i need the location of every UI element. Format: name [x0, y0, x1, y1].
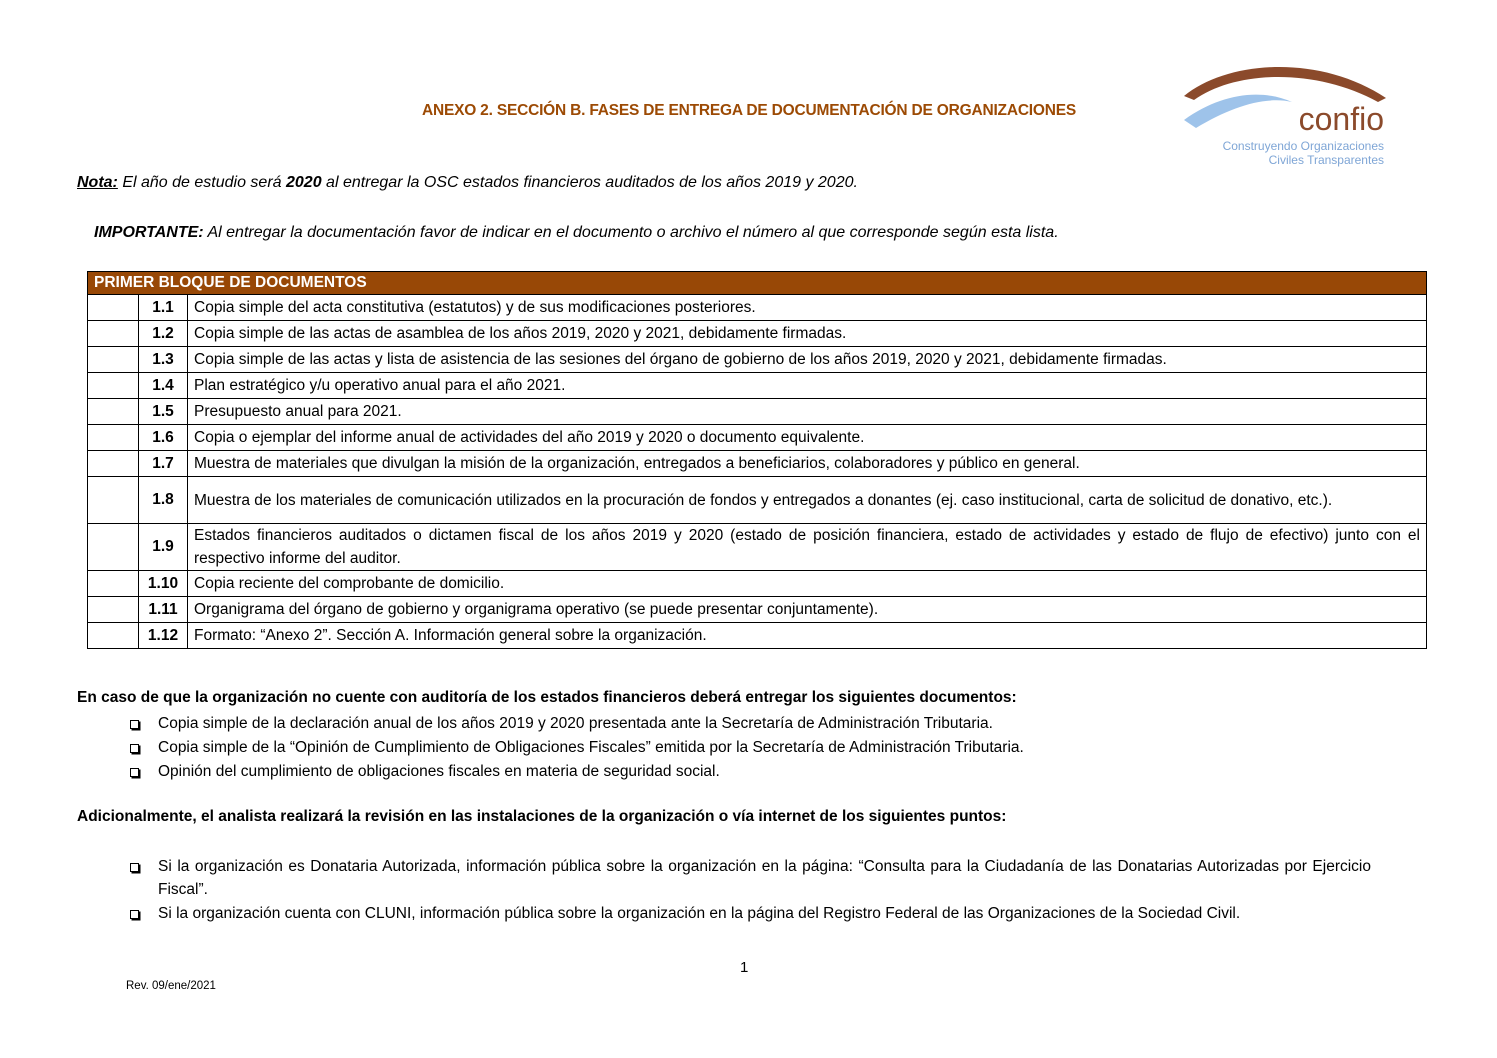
note-year: 2020 [286, 174, 322, 191]
page-title: ANEXO 2. SECCIÓN B. FASES DE ENTREGA DE DOCUMENTACIÓN DE ORGANIZACIONES [421, 102, 1077, 119]
table-row [88, 477, 1427, 524]
row-description: Presupuesto anual para 2021. [188, 399, 1427, 425]
important-paragraph [94, 224, 1059, 242]
table-row [88, 597, 1427, 623]
row-number: 1.11 [139, 597, 188, 623]
row-number: 1.1 [139, 295, 188, 321]
square-bullet-icon [130, 720, 139, 729]
list-item-text: Copia simple de la declaración anual de los años 2019 y 2020 presentada ante la Secretaría de Administración Tributaria. [158, 715, 993, 732]
table-row [88, 347, 1427, 373]
row-description: Muestra de materiales que divulgan la misión de la organización, entregados a beneficiarios, colaboradores y público en general. [188, 451, 1427, 477]
list-item-text: Si la organización es Donataria Autorizada, información pública sobre la organización en la página: “Consulta para la Ciudadanía de las Donatarias Autorizadas por Ejercicio Fiscal”. [158, 858, 1371, 898]
row-description: Copia simple del acta constitutiva (estatutos) y de sus modificaciones posteriores. [188, 295, 1427, 321]
row-number: 1.12 [139, 623, 188, 649]
documents-table [87, 271, 1427, 649]
table-row [88, 571, 1427, 597]
check-cell [88, 425, 139, 451]
check-cell [88, 347, 139, 373]
logo-wordmark: confio [1298, 101, 1384, 137]
check-cell [88, 295, 139, 321]
row-description: Copia reciente del comprobante de domicilio. [188, 571, 1427, 597]
note-label: Nota: [77, 174, 118, 191]
row-number: 1.10 [139, 571, 188, 597]
row-number: 1.3 [139, 347, 188, 373]
table-row [88, 295, 1427, 321]
note-text-after: al entregar la OSC estados financieros auditados de los años 2019 y 2020. [321, 174, 858, 191]
additional-heading: Adicionalmente, el analista realizará la revisión en las instalaciones de la organización o vía internet de los siguientes puntos: [77, 808, 1007, 825]
page-number: 1 [740, 959, 749, 976]
logo-tagline-1: Construyendo Organizaciones [1222, 139, 1384, 153]
list-item-text: Copia simple de la “Opinión de Cumplimiento de Obligaciones Fiscales” emitida por la Secretaría de Administración Tributaria. [158, 739, 1024, 756]
row-description: Estados financieros auditados o dictamen fiscal de los años 2019 y 2020 (estado de posición financiera, estado de actividades y estado de flujo de efectivo) junto con el respectivo informe del auditor. [188, 524, 1427, 571]
list-item-text: Opinión del cumplimiento de obligaciones fiscales en materia de seguridad social. [158, 763, 720, 780]
note-paragraph [77, 174, 858, 192]
additional-list [77, 855, 1371, 926]
square-bullet-icon [130, 910, 139, 919]
square-bullet-icon [130, 744, 139, 753]
check-cell [88, 597, 139, 623]
row-description: Copia simple de las actas y lista de asistencia de las sesiones del órgano de gobierno de los años 2019, 2020 y 2021, debidamente firmadas. [188, 347, 1427, 373]
row-number: 1.5 [139, 399, 188, 425]
row-number: 1.2 [139, 321, 188, 347]
row-description: Formato: “Anexo 2”. Sección A. Información general sobre la organización. [188, 623, 1427, 649]
row-number: 1.4 [139, 373, 188, 399]
important-text: Al entregar la documentación favor de indicar en el documento o archivo el número al que corresponde según esta lista. [203, 224, 1059, 241]
check-cell [88, 321, 139, 347]
row-number: 1.7 [139, 451, 188, 477]
check-cell [88, 373, 139, 399]
row-description: Muestra de los materiales de comunicación utilizados en la procuración de fondos y entregados a donantes (ej. caso institucional, carta de solicitud de donativo, etc.). [188, 477, 1427, 524]
no-audit-list [77, 712, 1177, 784]
row-description: Organigrama del órgano de gobierno y organigrama operativo (se puede presentar conjuntamente). [188, 597, 1427, 623]
row-description: Copia simple de las actas de asamblea de los años 2019, 2020 y 2021, debidamente firmadas. [188, 321, 1427, 347]
no-audit-heading: En caso de que la organización no cuente con auditoría de los estados financieros deberá entregar los siguientes documentos: [77, 689, 1017, 706]
table-row [88, 321, 1427, 347]
table-header: PRIMER BLOQUE DE DOCUMENTOS [88, 272, 1427, 295]
check-cell [88, 623, 139, 649]
check-cell [88, 477, 139, 524]
important-label: IMPORTANTE: [94, 224, 204, 241]
list-item-text: Si la organización cuenta con CLUNI, información pública sobre la organización en la página del Registro Federal de las Organizaciones de la Sociedad Civil. [158, 905, 1241, 922]
list-item [77, 760, 1177, 784]
list-item [77, 712, 1177, 736]
table-row [88, 425, 1427, 451]
table-header-row [88, 272, 1427, 295]
list-item [77, 855, 1371, 901]
table-row [88, 451, 1427, 477]
check-cell [88, 571, 139, 597]
table-row [88, 524, 1427, 571]
revision-label: Rev. 09/ene/2021 [126, 980, 216, 992]
row-description: Copia o ejemplar del informe anual de actividades del año 2019 y 2020 o documento equivalente. [188, 425, 1427, 451]
row-description: Plan estratégico y/u operativo anual para el año 2021. [188, 373, 1427, 399]
table-row [88, 623, 1427, 649]
check-cell [88, 451, 139, 477]
row-number: 1.9 [139, 524, 188, 571]
table-row [88, 399, 1427, 425]
row-number: 1.6 [139, 425, 188, 451]
list-item [77, 736, 1177, 760]
square-bullet-icon [130, 863, 139, 872]
check-cell [88, 524, 139, 571]
check-cell [88, 399, 139, 425]
table-row [88, 373, 1427, 399]
note-text-before: El año de estudio será [117, 174, 286, 191]
confio-logo [1180, 58, 1392, 170]
list-item [77, 902, 1371, 925]
row-number: 1.8 [139, 477, 188, 524]
logo-tagline-2: Civiles Transparentes [1268, 153, 1384, 167]
square-bullet-icon [130, 768, 139, 777]
